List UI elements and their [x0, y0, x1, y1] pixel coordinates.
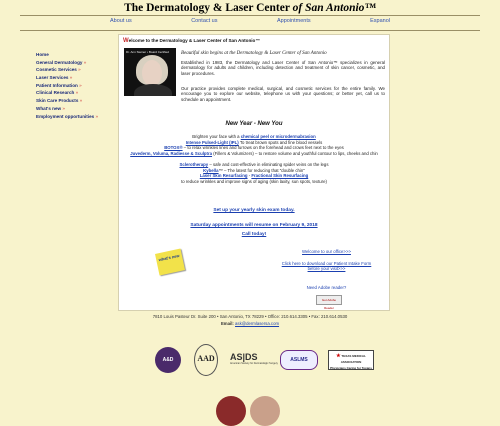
footer-email [0, 321, 500, 326]
welcome-heading [123, 38, 260, 44]
main-content [118, 34, 390, 311]
aad-logo: AAD [194, 344, 218, 376]
nav-appointments[interactable]: Appointments [276, 18, 311, 24]
footer-email-label: Email: [220, 321, 236, 326]
sidebar-item-label: Laser Services [36, 75, 69, 81]
asds-mark: AS|DS [230, 352, 258, 362]
texas-medical-association-logo [328, 350, 374, 370]
link-botox[interactable]: BOTOX® [164, 145, 183, 151]
sidebar-item-label: General Dermatology [36, 59, 83, 65]
site-title-main: The Dermatology & Laser Center [124, 2, 290, 14]
sidebar-item-label: Employment opportunities [36, 113, 95, 119]
photo-shoulder [134, 84, 172, 96]
footer-address: 7810 Louis Pasteur Dr. Suite 200 • San Antonio, TX 78229 • Office: 210.614.3305 • Fax: 210.614.0530 [152, 314, 348, 319]
header-rule-bottom [20, 30, 480, 31]
chevron-right-icon: » [95, 113, 99, 119]
footer-email-link[interactable]: ask@dermlasersa.com [235, 321, 280, 326]
sidebar-item-employment[interactable] [36, 114, 126, 119]
link-ipl[interactable]: Intense Pulsed-Light (IPL) [185, 139, 239, 145]
link-chemical-peel[interactable]: chemical peel or microdermabrasion [240, 134, 316, 139]
star-icon: ★ [336, 353, 341, 359]
intro-heading: Beautiful skin begins at the Dermatology & Laser Center of San Antonio [181, 51, 327, 56]
header-rule-top [20, 15, 480, 16]
aslms-logo: ASLMS [280, 350, 318, 370]
tma-title: TEXAS MEDICAL ASSOCIATION [340, 354, 366, 364]
sidebar-item-patient-information[interactable] [36, 83, 126, 88]
cta-call-today-link[interactable]: Call today! [241, 232, 267, 237]
nav-contact-us[interactable]: Contact us [191, 18, 218, 24]
bottom-seal-logo [216, 396, 246, 426]
sidebar-item-cosmetic-services[interactable] [36, 67, 126, 72]
link-fillers[interactable]: Juvederm, Voluma, Radiesse & Sculptra [130, 151, 213, 157]
sidebar-item-label: Cosmetic Services [36, 67, 77, 73]
sidebar-item-laser-services[interactable] [36, 75, 126, 80]
get-adobe-reader-button[interactable]: Get Adobe Reader [316, 295, 342, 305]
list-text: – to relax wrinkles lines and furrows on the forehead and crows feet next to the eyes [182, 145, 344, 151]
asds-subtitle: American Society for Dermatologic Surgery [230, 362, 278, 365]
list-text: To treat brown spots and fine blood vessels [238, 139, 323, 145]
sidebar-item-label: Skin Care Products [36, 98, 79, 104]
welcome-text: elcome to the Dermatology & Laser Center of San Antonio™ [128, 38, 260, 43]
list-item [119, 151, 389, 157]
list-text: - [247, 173, 252, 179]
chevron-right-icon: » [62, 105, 65, 111]
chevron-right-icon: » [78, 67, 81, 73]
list-text: – safe and cost-effective in eliminating spider veins on the legs [208, 161, 329, 167]
photo-face [142, 60, 162, 86]
link-kybella[interactable]: Kybella [203, 167, 219, 173]
whats-new-sticky-note[interactable]: what's new [155, 249, 185, 276]
sidebar-item-home[interactable] [36, 52, 126, 57]
asds-logo [230, 352, 278, 365]
sidebar [36, 52, 126, 121]
chevron-right-icon: » [75, 90, 79, 96]
top-nav [110, 18, 390, 30]
cta-saturday-link[interactable]: Saturday appointments will resume on February 9, 2018 [190, 223, 318, 228]
aad-seal-logo: A&D [155, 347, 181, 373]
sidebar-item-label: Patient Information [36, 82, 78, 88]
chevron-right-icon: » [83, 59, 87, 65]
list-text: (Fillers & Volumizers) – to restore volume and youthful contour to lips, cheeks and chin [212, 151, 378, 157]
link-sclerotherapy[interactable]: Sclerotherapy [179, 161, 209, 167]
adobe-reader-label: Need Adobe reader? [306, 285, 347, 290]
chevron-right-icon: » [79, 82, 82, 88]
photo-caption: Dr. Ann Steiner • Board Certified [126, 50, 169, 54]
site-title-italic: of San Antonio™ [292, 2, 376, 14]
cta-skin-exam-link[interactable]: Set up your yearly skin exam today. [213, 208, 295, 213]
sidebar-item-label: What's new [36, 105, 62, 111]
doctor-photo [124, 48, 176, 96]
intake-form-link[interactable]: Click here to download our Patient Intake Form [281, 261, 372, 266]
intake-form-link-2[interactable]: before your visit>>> [307, 266, 346, 271]
new-year-heading: New Year - New You [225, 121, 283, 127]
list-text: Brighten your face with a [192, 134, 241, 139]
sidebar-item-label: Clinical Research [36, 90, 75, 96]
sidebar-item-label: Home [36, 52, 49, 57]
intro-paragraph-1: Established in 1983, the Dermatology and Laser Center of San Antonio™ specializes in general dermatology for adults and children, including detection and treatment of skin cancer, cosmetic, and laser procedures. [181, 60, 385, 76]
link-laser-resurfacing[interactable]: Laser Skin Resurfacing [199, 173, 248, 179]
welcome-initial: W [123, 38, 129, 44]
site-title [0, 2, 500, 14]
nav-espanol[interactable]: Espanol [370, 18, 390, 24]
sidebar-item-clinical-research[interactable] [36, 90, 126, 95]
services-list [119, 134, 389, 185]
welcome-office-link[interactable]: Welcome to our office>>> [302, 249, 351, 254]
affiliation-logos [150, 344, 395, 380]
chevron-right-icon: » [69, 75, 73, 81]
intro-paragraph-2: Our practice provides complete medical, surgical, and cosmetic services for the entire family. We encourage you to explore our website, telephone us with your questions; or better yet, call us to schedule an appointment. [181, 86, 385, 102]
sidebar-item-whats-new[interactable] [36, 106, 126, 111]
list-text: ™ – The latest for reducing that "double chin" [218, 167, 305, 173]
sidebar-item-skin-care-products[interactable] [36, 98, 126, 103]
link-fractional-resurfacing[interactable]: Fractional Skin Resurfacing [251, 173, 309, 179]
sidebar-item-general-dermatology[interactable] [36, 60, 126, 65]
tma-subtitle: Physicians Caring for Texans [330, 366, 372, 370]
chevron-right-icon: » [79, 98, 83, 104]
list-item: to reduce wrinkles and improve signs of aging (skin laxity, sun spots, texture) [181, 178, 327, 184]
bottom-seal-logo-2 [250, 396, 280, 426]
nav-about-us[interactable]: About us [110, 18, 132, 24]
